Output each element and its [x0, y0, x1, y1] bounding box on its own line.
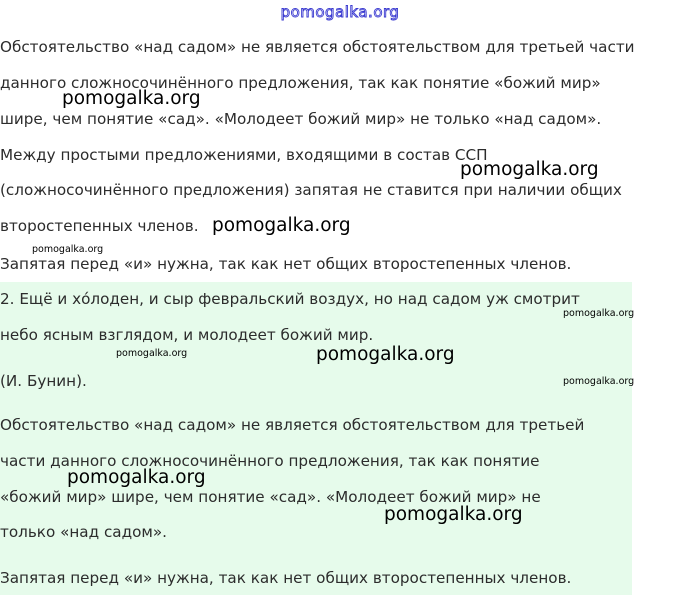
block2-line-1: 2. Ещё и хо́лоден, и сыр февральский воздух, но над садом уж смотрит	[0, 290, 580, 308]
watermark: pomogalka.org	[67, 467, 206, 488]
block1-line-6: второстепенных членов.	[0, 217, 199, 235]
block2-line-4: Обстоятельство «над садом» не является обстоятельством для третьей	[0, 416, 585, 434]
block2-line-3: (И. Бунин).	[0, 372, 87, 390]
block2-line-6: «божий мир» шире, чем понятие «сад». «Молодеет божий мир» не	[0, 488, 541, 506]
block1-line-3: шире, чем понятие «сад». «Молодеет божий мир» не только «над садом».	[0, 110, 602, 128]
watermark: pomogalka.org	[563, 376, 635, 387]
watermark: pomogalka.org	[563, 308, 635, 319]
watermark: pomogalka.org	[212, 215, 351, 236]
block2-line-7: только «над садом».	[0, 523, 167, 541]
watermark: pomogalka.org	[460, 159, 599, 180]
block2-line-5: части данного сложносочинённого предложения, так как понятие	[0, 452, 540, 470]
block1-line-2: данного сложносочинённого предложения, так как понятие «божий мир»	[0, 74, 601, 92]
block1-line-7: Запятая перед «и» нужна, так как нет общих второстепенных членов.	[0, 255, 572, 273]
block1-line-5: (сложносочинённого предложения) запятая не ставится при наличии общих	[0, 181, 622, 199]
watermark: pomogalka.org	[384, 504, 523, 525]
block1-line-1: Обстоятельство «над садом» не является обстоятельством для третьей части	[0, 38, 635, 56]
watermark: pomogalka.org	[62, 88, 201, 109]
block1-line-4: Между простыми предложениями, входящими в состав ССП	[0, 146, 488, 164]
watermark: pomogalka.org	[116, 348, 188, 359]
block2-line-8: Запятая перед «и» нужна, так как нет общих второстепенных членов.	[0, 569, 572, 587]
site-header-watermark[interactable]: pomogalka.org	[280, 3, 400, 21]
watermark: pomogalka.org	[316, 344, 455, 365]
block2-line-2: небо ясным взглядом, и молодеет божий мир.	[0, 326, 374, 344]
watermark: pomogalka.org	[32, 244, 104, 255]
